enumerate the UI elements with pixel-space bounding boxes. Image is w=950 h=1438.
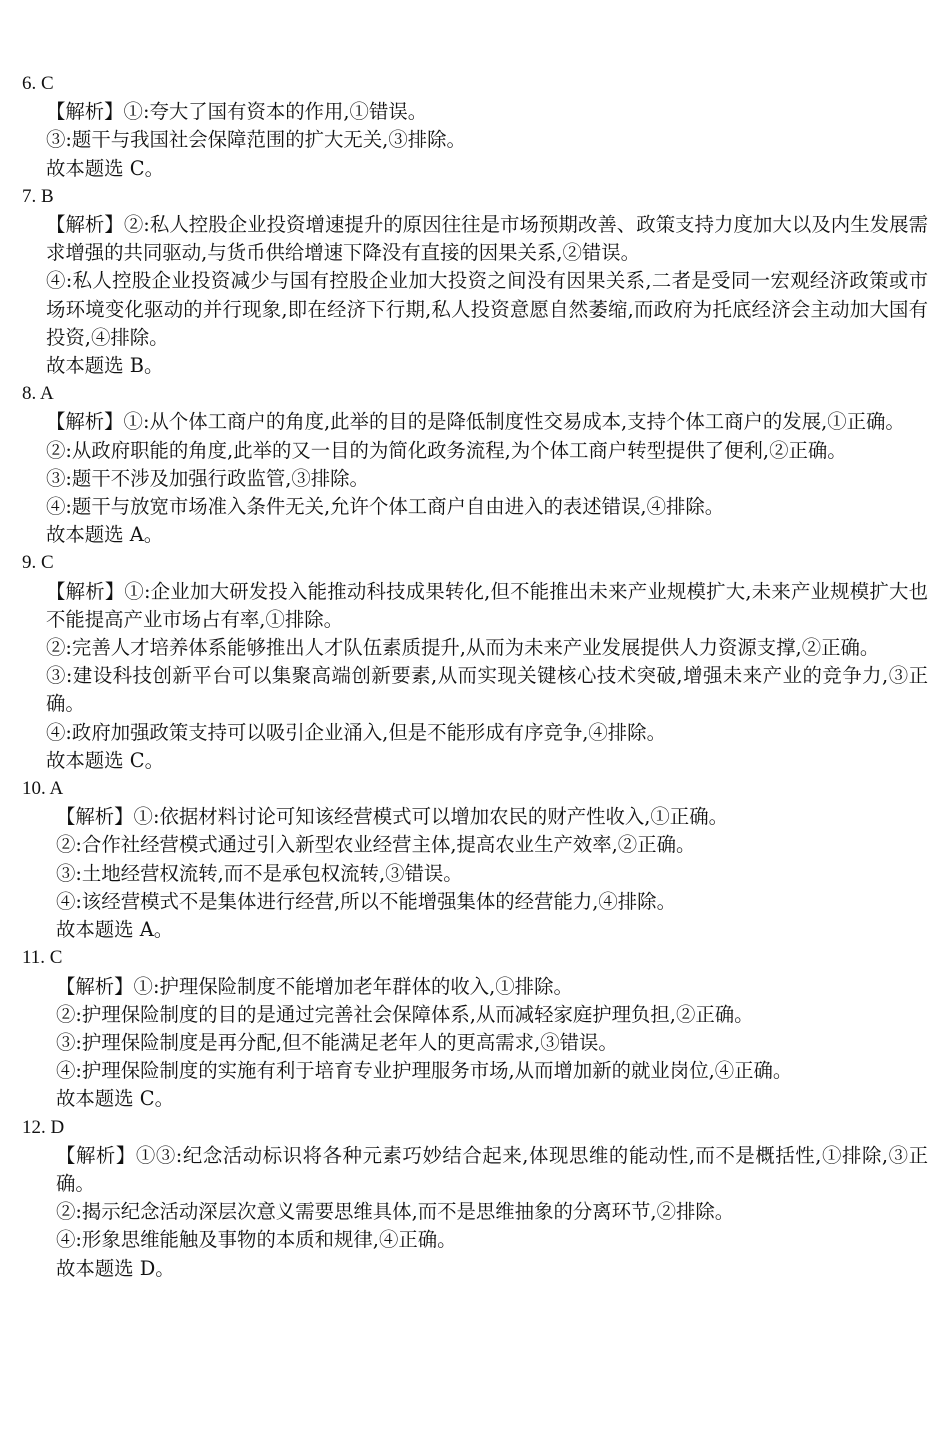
explanation-line: ④:政府加强政策支持可以吸引企业涌入,但是不能形成有序竞争,④排除。: [46, 720, 666, 744]
explanation-line: 故本题选 B。: [46, 354, 164, 378]
explanation: [22, 803, 928, 944]
explanation-line: ②:从政府职能的角度,此举的又一目的为简化政务流程,为个体工商户转型提供了便利,②正确。: [46, 438, 847, 462]
explanation-line: ④:护理保险制度的实施有利于培育专业护理服务市场,从而增加新的就业岗位,④正确。: [56, 1059, 793, 1083]
question-number: 11. C: [22, 947, 63, 969]
explanation: [22, 973, 928, 1114]
question-7: [22, 183, 928, 380]
explanation-line: ③:题干与我国社会保障范围的扩大无关,③排除。: [46, 128, 466, 152]
question-number: 8. A: [22, 383, 54, 405]
explanation: [22, 1142, 928, 1283]
explanation-line: 故本题选 A。: [56, 918, 174, 942]
explanation-line: ③:土地经营权流转,而不是承包权流转,③错误。: [56, 861, 463, 885]
question-12: [22, 1114, 928, 1283]
explanation-line: 【解析】①:依据材料讨论可知该经营模式可以增加农民的财产性收入,①正确。: [56, 805, 728, 829]
explanation: [22, 578, 928, 775]
explanation-line: 故本题选 D。: [56, 1256, 175, 1280]
question-number: 12. D: [22, 1116, 65, 1138]
explanation-line: ③:建设科技创新平台可以集聚高端创新要素,从而实现关键核心技术突破,增强未来产业的竞争力,③正确。: [46, 664, 928, 716]
explanation-line: 【解析】②:私人控股企业投资增速提升的原因往往是市场预期改善、政策支持力度加大以及内生发展需求增强的共同驱动,与货币供给增速下降没有直接的因果关系,②错误。: [46, 213, 928, 265]
question-10: [22, 775, 928, 944]
question-number: 6. C: [22, 73, 54, 94]
explanation-line: ②:揭示纪念活动深层次意义需要思维具体,而不是思维抽象的分离环节,②排除。: [56, 1200, 735, 1224]
explanation-line: 【解析】①:夸大了国有资本的作用,①错误。: [46, 100, 428, 124]
explanation-line: ②:合作社经营模式通过引入新型农业经营主体,提高农业生产效率,②正确。: [56, 833, 696, 857]
explanation: [22, 211, 928, 380]
explanation-line: ③:护理保险制度是再分配,但不能满足老年人的更高需求,③错误。: [56, 1030, 618, 1054]
explanation-line: 【解析】①:从个体工商户的角度,此举的目的是降低制度性交易成本,支持个体工商户的发展,①正确。: [46, 410, 905, 434]
explanation-line: 【解析】①:企业加大研发投入能推动科技成果转化,但不能推出未来产业规模扩大,未来产业规模扩大也不能提高产业市场占有率,①排除。: [46, 579, 928, 631]
question-8: [22, 380, 928, 549]
explanation-line: 【解析】①③:纪念活动标识将各种元素巧妙结合起来,体现思维的能动性,而不是概括性,①排除,③正确。: [56, 1143, 928, 1195]
explanation: [22, 408, 928, 549]
explanation-line: 故本题选 C。: [56, 1087, 174, 1111]
explanation-line: ③:题干不涉及加强行政监管,③排除。: [46, 466, 369, 490]
explanation-line: 故本题选 C。: [46, 156, 164, 180]
explanation-line: ④:该经营模式不是集体进行经营,所以不能增强集体的经营能力,④排除。: [56, 889, 676, 913]
explanation-line: ②:护理保险制度的目的是通过完善社会保障体系,从而减轻家庭护理负担,②正确。: [56, 1002, 754, 1026]
explanation-line: ④:题干与放宽市场准入条件无关,允许个体工商户自由进入的表述错误,④排除。: [46, 495, 725, 519]
explanation: [22, 98, 928, 183]
answer-explanations: [22, 70, 928, 1283]
question-9: [22, 549, 928, 775]
question-number: 10. A: [22, 778, 64, 800]
explanation-line: ④:私人控股企业投资减少与国有控股企业加大投资之间没有因果关系,二者是受同一宏观经济政策或市场环境变化驱动的并行现象,即在经济下行期,私人投资意愿自然萎缩,而政府为托底经济会主动加大国有投资,④排除。: [46, 269, 928, 349]
question-6: [22, 70, 928, 183]
explanation-line: 故本题选 C。: [46, 748, 164, 772]
question-11: [22, 944, 928, 1113]
question-number: 9. C: [22, 552, 54, 574]
explanation-line: 【解析】①:护理保险制度不能增加老年群体的收入,①排除。: [56, 974, 573, 998]
explanation-line: 故本题选 A。: [46, 523, 164, 547]
question-number: 7. B: [22, 185, 54, 207]
explanation-line: ④:形象思维能触及事物的本质和规律,④正确。: [56, 1228, 457, 1252]
explanation-line: ②:完善人才培养体系能够推出人才队伍素质提升,从而为未来产业发展提供人力资源支撑,②正确。: [46, 636, 880, 660]
